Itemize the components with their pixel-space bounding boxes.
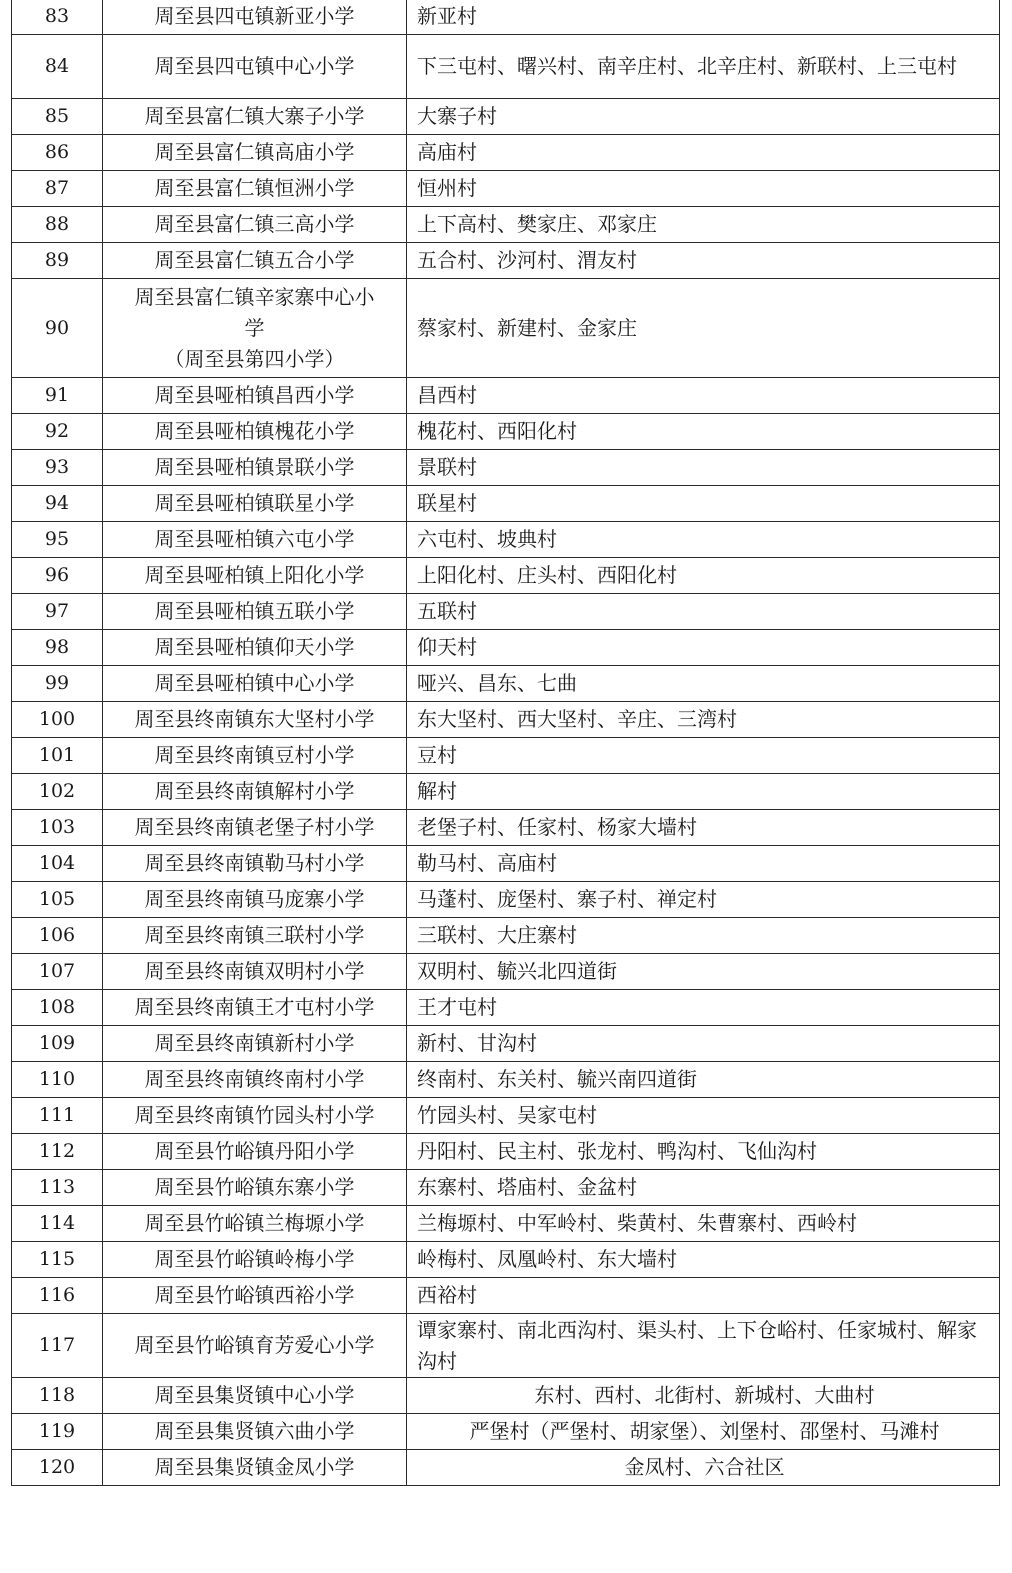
village-list: 老堡子村、任家村、杨家大墙村: [407, 810, 1000, 846]
school-name: 周至县终南镇勒马村小学: [103, 846, 407, 882]
village-list: 金凤村、六合社区: [407, 1450, 1000, 1486]
school-name: 周至县竹峪镇育芳爱心小学: [103, 1314, 407, 1378]
table-row: [12, 1278, 1000, 1314]
village-list: 豆村: [407, 738, 1000, 774]
table-row: [12, 99, 1000, 135]
village-list: 谭家寨村、南北西沟村、渠头村、上下仓峪村、任家城村、解家沟村: [407, 1314, 1000, 1378]
village-list: 双明村、毓兴北四道街: [407, 954, 1000, 990]
row-number: 120: [12, 1450, 103, 1486]
table-row: [12, 954, 1000, 990]
school-name: 周至县富仁镇大寨子小学: [103, 99, 407, 135]
row-number: 90: [12, 279, 103, 378]
village-list: 联星村: [407, 486, 1000, 522]
row-number: 117: [12, 1314, 103, 1378]
school-name: 周至县终南镇老堡子村小学: [103, 810, 407, 846]
village-list: 新亚村: [407, 0, 1000, 35]
village-list: 东寨村、塔庙村、金盆村: [407, 1170, 1000, 1206]
school-name: 周至县哑柏镇中心小学: [103, 666, 407, 702]
table-row: [12, 774, 1000, 810]
village-list: 景联村: [407, 450, 1000, 486]
village-list: 兰梅塬村、中军岭村、柴黄村、朱曹寨村、西岭村: [407, 1206, 1000, 1242]
row-number: 119: [12, 1414, 103, 1450]
table-row: [12, 243, 1000, 279]
row-number: 118: [12, 1378, 103, 1414]
table-row: [12, 1206, 1000, 1242]
table-row: [12, 1314, 1000, 1378]
school-name: 周至县终南镇马庞寨小学: [103, 882, 407, 918]
village-list: 上阳化村、庄头村、西阳化村: [407, 558, 1000, 594]
row-number: 83: [12, 0, 103, 35]
school-name: 周至县集贤镇金凤小学: [103, 1450, 407, 1486]
village-list: 哑兴、昌东、七曲: [407, 666, 1000, 702]
row-number: 108: [12, 990, 103, 1026]
table-row: [12, 918, 1000, 954]
village-list: 丹阳村、民主村、张龙村、鸭沟村、飞仙沟村: [407, 1134, 1000, 1170]
village-list: 上下高村、樊家庄、邓家庄: [407, 207, 1000, 243]
school-name: 周至县哑柏镇仰天小学: [103, 630, 407, 666]
school-name: 周至县哑柏镇槐花小学: [103, 414, 407, 450]
school-name: 周至县哑柏镇六屯小学: [103, 522, 407, 558]
village-list: 大寨子村: [407, 99, 1000, 135]
village-list: 槐花村、西阳化村: [407, 414, 1000, 450]
village-list: 东村、西村、北街村、新城村、大曲村: [407, 1378, 1000, 1414]
row-number: 113: [12, 1170, 103, 1206]
row-number: 103: [12, 810, 103, 846]
row-number: 104: [12, 846, 103, 882]
school-name-line: 学: [244, 315, 265, 340]
school-name-line: （周至县第四小学）: [164, 346, 345, 371]
table-row: [12, 1170, 1000, 1206]
row-number: 105: [12, 882, 103, 918]
table-row: [12, 1134, 1000, 1170]
school-name: 周至县竹峪镇东寨小学: [103, 1170, 407, 1206]
school-name: 周至县竹峪镇丹阳小学: [103, 1134, 407, 1170]
table-row: [12, 810, 1000, 846]
table-row: [12, 1414, 1000, 1450]
row-number: 100: [12, 702, 103, 738]
village-list: 王才屯村: [407, 990, 1000, 1026]
school-name: 周至县终南镇新村小学: [103, 1026, 407, 1062]
row-number: 112: [12, 1134, 103, 1170]
table-row: [12, 1026, 1000, 1062]
row-number: 98: [12, 630, 103, 666]
table-row: [12, 1378, 1000, 1414]
school-name: 周至县集贤镇中心小学: [103, 1378, 407, 1414]
row-number: 84: [12, 35, 103, 99]
school-village-table: [11, 0, 1000, 1486]
row-number: 116: [12, 1278, 103, 1314]
village-list: 解村: [407, 774, 1000, 810]
school-name: 周至县富仁镇恒洲小学: [103, 171, 407, 207]
row-number: 102: [12, 774, 103, 810]
village-list: 六屯村、坡典村: [407, 522, 1000, 558]
table-row: [12, 594, 1000, 630]
row-number: 92: [12, 414, 103, 450]
table-row: [12, 1242, 1000, 1278]
school-name: 周至县竹峪镇西裕小学: [103, 1278, 407, 1314]
row-number: 88: [12, 207, 103, 243]
table-row: [12, 630, 1000, 666]
table-row: [12, 522, 1000, 558]
village-list: 恒州村: [407, 171, 1000, 207]
row-number: 89: [12, 243, 103, 279]
row-number: 95: [12, 522, 103, 558]
school-name: 周至县终南镇三联村小学: [103, 918, 407, 954]
table-row: [12, 279, 1000, 378]
school-name: 周至县终南镇豆村小学: [103, 738, 407, 774]
village-list: 高庙村: [407, 135, 1000, 171]
table-row: [12, 1062, 1000, 1098]
row-number: 97: [12, 594, 103, 630]
row-number: 99: [12, 666, 103, 702]
row-number: 107: [12, 954, 103, 990]
table-row: [12, 558, 1000, 594]
table-row: [12, 450, 1000, 486]
row-number: 93: [12, 450, 103, 486]
table-row: [12, 171, 1000, 207]
table-row: [12, 0, 1000, 35]
school-name: 周至县四屯镇中心小学: [103, 35, 407, 99]
school-name: 周至县富仁镇三高小学: [103, 207, 407, 243]
school-name: 周至县终南镇双明村小学: [103, 954, 407, 990]
school-name: 周至县终南镇解村小学: [103, 774, 407, 810]
table-row: [12, 738, 1000, 774]
village-list: 新村、甘沟村: [407, 1026, 1000, 1062]
school-name: 周至县哑柏镇五联小学: [103, 594, 407, 630]
village-list: 马蓬村、庞堡村、寨子村、禅定村: [407, 882, 1000, 918]
village-list: 下三屯村、曙兴村、南辛庄村、北辛庄村、新联村、上三屯村: [407, 35, 1000, 99]
table-row: [12, 35, 1000, 99]
school-name: [103, 279, 407, 378]
table-row: [12, 135, 1000, 171]
village-list: 蔡家村、新建村、金家庄: [407, 279, 1000, 378]
row-number: 85: [12, 99, 103, 135]
table-row: [12, 378, 1000, 414]
row-number: 109: [12, 1026, 103, 1062]
table-row: [12, 702, 1000, 738]
village-list: 五联村: [407, 594, 1000, 630]
village-list: 东大坚村、西大坚村、辛庄、三湾村: [407, 702, 1000, 738]
village-list: 严堡村（严堡村、胡家堡）、刘堡村、邵堡村、马滩村: [407, 1414, 1000, 1450]
village-list: 终南村、东关村、毓兴南四道街: [407, 1062, 1000, 1098]
school-name: 周至县终南镇王才屯村小学: [103, 990, 407, 1026]
school-name: 周至县哑柏镇上阳化小学: [103, 558, 407, 594]
table-row: [12, 207, 1000, 243]
table-row: [12, 882, 1000, 918]
school-name: 周至县哑柏镇景联小学: [103, 450, 407, 486]
school-name: 周至县哑柏镇昌西小学: [103, 378, 407, 414]
table-row: [12, 486, 1000, 522]
village-list: 五合村、沙河村、渭友村: [407, 243, 1000, 279]
row-number: 115: [12, 1242, 103, 1278]
village-list: 昌西村: [407, 378, 1000, 414]
school-name-line: 周至县富仁镇辛家寨中心小: [134, 284, 375, 309]
row-number: 87: [12, 171, 103, 207]
school-name: 周至县终南镇终南村小学: [103, 1062, 407, 1098]
table-row: [12, 414, 1000, 450]
row-number: 91: [12, 378, 103, 414]
school-name: 周至县终南镇竹园头村小学: [103, 1098, 407, 1134]
village-list: 竹园头村、吴家屯村: [407, 1098, 1000, 1134]
row-number: 114: [12, 1206, 103, 1242]
row-number: 110: [12, 1062, 103, 1098]
table-row: [12, 1450, 1000, 1486]
school-name: 周至县富仁镇高庙小学: [103, 135, 407, 171]
school-name: 周至县四屯镇新亚小学: [103, 0, 407, 35]
village-list: 三联村、大庄寨村: [407, 918, 1000, 954]
school-name: 周至县竹峪镇兰梅塬小学: [103, 1206, 407, 1242]
row-number: 94: [12, 486, 103, 522]
table-row: [12, 1098, 1000, 1134]
village-list: 西裕村: [407, 1278, 1000, 1314]
row-number: 96: [12, 558, 103, 594]
table-body: [12, 0, 1000, 1486]
school-name: 周至县集贤镇六曲小学: [103, 1414, 407, 1450]
row-number: 86: [12, 135, 103, 171]
village-list: 岭梅村、凤凰岭村、东大墙村: [407, 1242, 1000, 1278]
table-row: [12, 990, 1000, 1026]
row-number: 111: [12, 1098, 103, 1134]
row-number: 106: [12, 918, 103, 954]
table-row: [12, 846, 1000, 882]
school-name: 周至县竹峪镇岭梅小学: [103, 1242, 407, 1278]
school-name: 周至县终南镇东大坚村小学: [103, 702, 407, 738]
table-row: [12, 666, 1000, 702]
village-list: 勒马村、高庙村: [407, 846, 1000, 882]
school-name: 周至县哑柏镇联星小学: [103, 486, 407, 522]
village-list: 仰天村: [407, 630, 1000, 666]
school-name: 周至县富仁镇五合小学: [103, 243, 407, 279]
row-number: 101: [12, 738, 103, 774]
